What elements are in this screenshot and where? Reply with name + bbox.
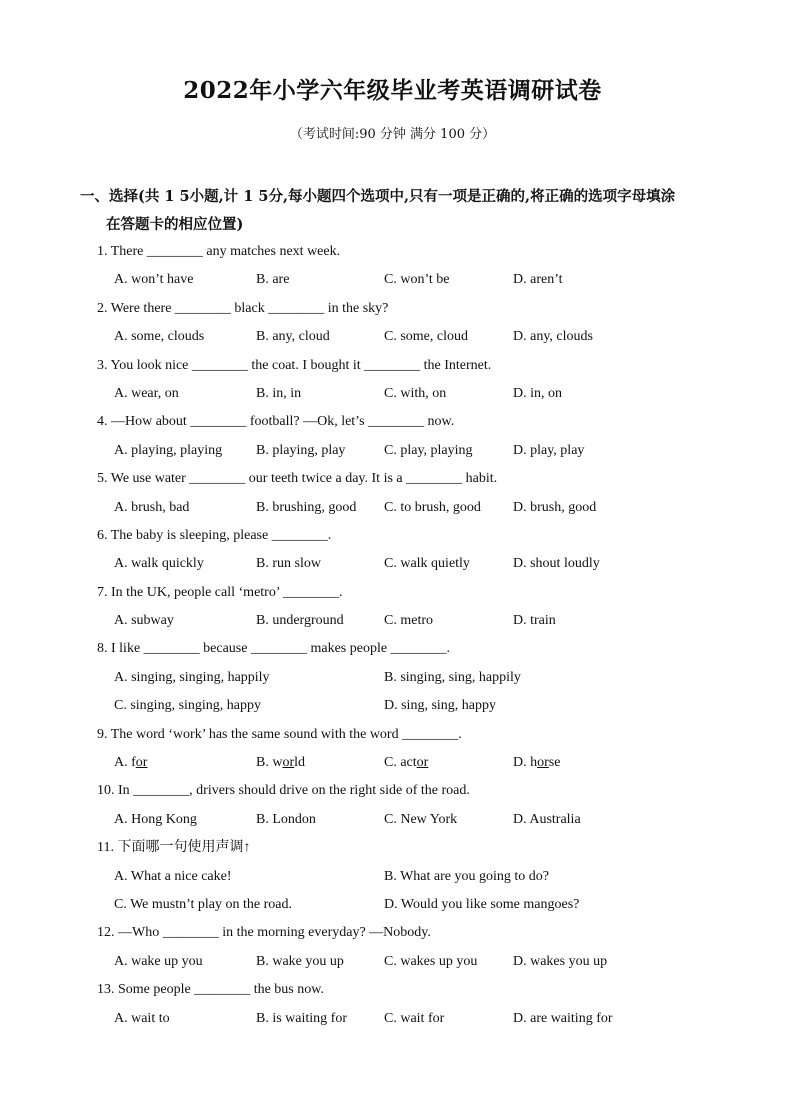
option-row bbox=[97, 948, 717, 976]
option-text: ld bbox=[294, 755, 306, 771]
answer-option[interactable]: A. walk quickly bbox=[114, 556, 204, 572]
answer-option[interactable]: D. any, clouds bbox=[513, 329, 593, 345]
answer-option[interactable]: D. wakes you up bbox=[513, 953, 608, 969]
option-row bbox=[97, 664, 717, 692]
answer-option[interactable]: C. walk quietly bbox=[384, 556, 470, 572]
answer-option[interactable]: B. wake you up bbox=[256, 953, 344, 969]
underlined-letters: or bbox=[282, 755, 295, 771]
question-stem: 4. —How about ________ football? —Ok, let’s ________ now. bbox=[97, 414, 455, 430]
option-row bbox=[97, 1005, 717, 1033]
answer-option[interactable]: B. run slow bbox=[256, 556, 321, 572]
answer-option[interactable]: C. metro bbox=[384, 613, 433, 629]
answer-option[interactable]: B. playing, play bbox=[256, 442, 346, 458]
question-list bbox=[97, 238, 717, 1033]
answer-option[interactable]: C. with, on bbox=[384, 385, 447, 401]
answer-option[interactable]: D. shout loudly bbox=[513, 556, 600, 572]
answer-option[interactable]: B. underground bbox=[256, 613, 344, 629]
answer-option[interactable]: C. We mustn’t play on the road. bbox=[114, 896, 293, 912]
answer-option[interactable]: B. are bbox=[256, 272, 290, 288]
section-instruction-line2: 在答题卡的相应位置) bbox=[106, 216, 244, 233]
answer-option[interactable]: B. in, in bbox=[256, 385, 302, 401]
option-row bbox=[97, 323, 717, 351]
option-row bbox=[97, 863, 717, 891]
answer-option[interactable]: A. brush, bad bbox=[114, 499, 190, 515]
answer-option[interactable]: A. wake up you bbox=[114, 953, 203, 969]
question-stem: 10. In ________, drivers should drive on the right side of the road. bbox=[97, 783, 470, 799]
answer-option[interactable]: D. train bbox=[513, 613, 556, 629]
question-stem: 6. The baby is sleeping, please ________. bbox=[97, 527, 332, 543]
section-heading bbox=[80, 183, 720, 239]
answer-option[interactable]: B. What are you going to do? bbox=[384, 868, 549, 884]
answer-option[interactable]: A. subway bbox=[114, 613, 174, 629]
option-text: A. f bbox=[114, 755, 136, 771]
section-instruction-line1: 一、选择(共 1 5小题,计 1 5分,每小题四个选项中,只有一项是正确的,将正确的选项字母填涂 bbox=[80, 188, 676, 205]
answer-option[interactable]: D. aren’t bbox=[513, 272, 563, 288]
answer-option[interactable]: A. won’t have bbox=[114, 272, 194, 288]
answer-option[interactable]: A. wait to bbox=[114, 1010, 170, 1026]
answer-option[interactable] bbox=[513, 749, 560, 777]
question-stem: 8. I like ________ because ________ makes people ________. bbox=[97, 641, 451, 657]
answer-option[interactable]: B. any, cloud bbox=[256, 329, 330, 345]
answer-option[interactable]: D. Australia bbox=[513, 811, 581, 827]
option-text: B. w bbox=[256, 755, 283, 771]
question-stem: 3. You look nice ________ the coat. I bought it ________ the Internet. bbox=[97, 357, 492, 373]
answer-option[interactable]: A. Hong Kong bbox=[114, 811, 197, 827]
option-text: se bbox=[548, 755, 561, 771]
answer-option[interactable] bbox=[114, 749, 147, 777]
answer-option[interactable]: D. in, on bbox=[513, 385, 562, 401]
answer-option[interactable]: C. wait for bbox=[384, 1010, 445, 1026]
option-row bbox=[97, 550, 717, 578]
answer-option[interactable]: A. singing, singing, happily bbox=[114, 669, 270, 685]
answer-option[interactable]: B. brushing, good bbox=[256, 499, 357, 515]
exam-info: （考试时间:90 分钟 满分 100 分） bbox=[289, 127, 496, 142]
underlined-letters: or bbox=[135, 755, 148, 771]
underlined-letters: or bbox=[537, 755, 549, 771]
answer-option[interactable]: B. London bbox=[256, 811, 316, 827]
option-text: D. h bbox=[513, 755, 538, 771]
question-stem: 1. There ________ any matches next week. bbox=[97, 244, 341, 259]
answer-option[interactable]: C. wakes up you bbox=[384, 953, 478, 969]
answer-option[interactable]: C. New York bbox=[384, 811, 458, 827]
answer-option[interactable] bbox=[384, 749, 428, 777]
answer-option[interactable]: A. playing, playing bbox=[114, 442, 223, 458]
answer-option[interactable]: D. sing, sing, happy bbox=[384, 698, 496, 714]
question-stem: 7. In the UK, people call ‘metro’ ________. bbox=[97, 584, 343, 600]
answer-option[interactable]: A. some, clouds bbox=[114, 329, 205, 345]
question-stem: 13. Some people ________ the bus now. bbox=[97, 982, 324, 998]
option-row bbox=[97, 607, 717, 635]
underlined-letters: or bbox=[416, 755, 429, 771]
option-row bbox=[97, 380, 717, 408]
answer-option[interactable] bbox=[256, 749, 305, 777]
answer-option[interactable]: B. singing, sing, happily bbox=[384, 669, 521, 685]
question-stem: 11. 下面哪一句使用声调↑ bbox=[97, 840, 251, 856]
option-text: C. act bbox=[384, 755, 417, 771]
option-row bbox=[97, 266, 717, 294]
answer-option[interactable]: A. wear, on bbox=[114, 385, 179, 401]
answer-option[interactable]: A. What a nice cake! bbox=[114, 868, 232, 884]
answer-option[interactable]: D. are waiting for bbox=[513, 1010, 613, 1026]
question-stem: 12. —Who ________ in the morning everyday? —Nobody. bbox=[97, 925, 431, 941]
answer-option[interactable]: C. to brush, good bbox=[384, 499, 481, 515]
answer-option[interactable]: D. Would you like some mangoes? bbox=[384, 896, 580, 912]
option-row bbox=[97, 806, 717, 834]
option-row bbox=[97, 749, 717, 777]
answer-option[interactable]: B. is waiting for bbox=[256, 1010, 347, 1026]
option-row bbox=[97, 692, 717, 720]
answer-option[interactable]: D. play, play bbox=[513, 442, 585, 458]
question-stem: 9. The word ‘work’ has the same sound with the word ________. bbox=[97, 726, 462, 742]
question-stem: 5. We use water ________ our teeth twice a day. It is a ________ habit. bbox=[97, 471, 498, 487]
option-row bbox=[97, 891, 717, 919]
answer-option[interactable]: C. play, playing bbox=[384, 442, 473, 458]
option-row bbox=[97, 494, 717, 522]
answer-option[interactable]: D. brush, good bbox=[513, 499, 597, 515]
answer-option[interactable]: C. some, cloud bbox=[384, 329, 468, 345]
option-row bbox=[97, 437, 717, 465]
question-stem: 2. Were there ________ black ________ in the sky? bbox=[97, 300, 389, 316]
page-title: 2022年小学六年级毕业考英语调研试卷 bbox=[183, 77, 602, 104]
answer-option[interactable]: C. singing, singing, happy bbox=[114, 698, 262, 714]
answer-option[interactable]: C. won’t be bbox=[384, 272, 450, 288]
